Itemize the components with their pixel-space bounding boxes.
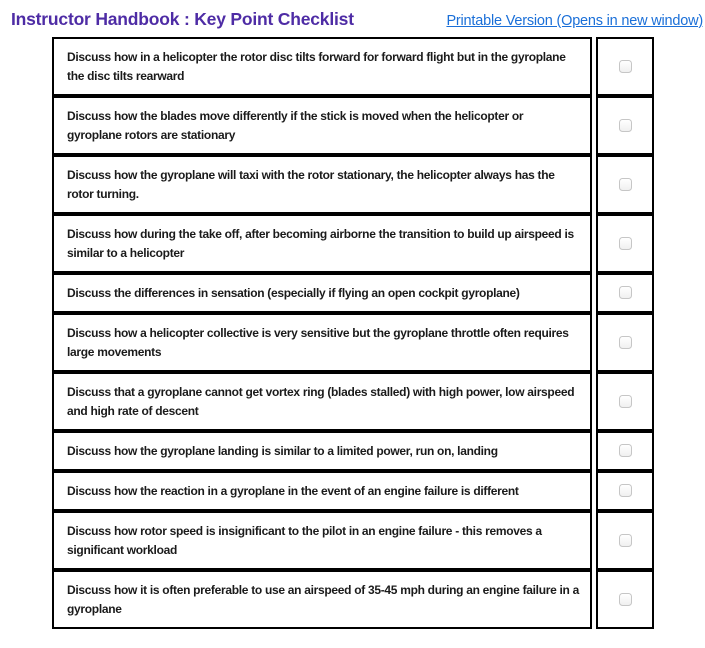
table-row [52,37,654,96]
table-row [52,471,654,511]
printable-version-link[interactable]: Printable Version (Opens in new window) [446,13,703,29]
checklist-checkbox-cell [596,155,654,214]
checklist-item-text: Discuss how in a helicopter the rotor disc tilts forward for forward flight but in the gyroplane the disc tilts rearward [52,37,592,96]
table-row [52,570,654,629]
item-checkbox[interactable] [619,237,632,250]
checklist-table [48,37,658,629]
item-checkbox[interactable] [619,395,632,408]
checklist-item-text: Discuss how a helicopter collective is very sensitive but the gyroplane throttle often requires large movements [52,313,592,372]
item-checkbox[interactable] [619,444,632,457]
checklist-checkbox-cell [596,570,654,629]
checklist-item-text: Discuss how during the take off, after becoming airborne the transition to build up airspeed is similar to a helicopter [52,214,592,273]
item-checkbox[interactable] [619,336,632,349]
table-row [52,214,654,273]
page-title: Instructor Handbook : Key Point Checklist [11,9,354,29]
checklist-checkbox-cell [596,511,654,570]
checklist-checkbox-cell [596,37,654,96]
table-row [52,372,654,431]
checklist-checkbox-cell [596,372,654,431]
item-checkbox[interactable] [619,178,632,191]
checklist-checkbox-cell [596,273,654,313]
table-row [52,313,654,372]
checklist-item-text: Discuss how rotor speed is insignificant to the pilot in an engine failure - this removes a significant workload [52,511,592,570]
checklist-checkbox-cell [596,96,654,155]
table-row [52,155,654,214]
checklist-item-text: Discuss how the reaction in a gyroplane in the event of an engine failure is different [52,471,592,511]
table-row [52,431,654,471]
checklist-item-text: Discuss how the gyroplane landing is similar to a limited power, run on, landing [52,431,592,471]
item-checkbox[interactable] [619,60,632,73]
table-row [52,96,654,155]
item-checkbox[interactable] [619,593,632,606]
item-checkbox[interactable] [619,534,632,547]
checklist-checkbox-cell [596,214,654,273]
checklist-item-text: Discuss that a gyroplane cannot get vortex ring (blades stalled) with high power, low airspeed and high rate of descent [52,372,592,431]
item-checkbox[interactable] [619,286,632,299]
item-checkbox[interactable] [619,484,632,497]
checklist-item-text: Discuss how the blades move differently if the stick is moved when the helicopter or gyroplane rotors are stationary [52,96,592,155]
checklist-body [52,37,654,629]
checklist-checkbox-cell [596,471,654,511]
item-checkbox[interactable] [619,119,632,132]
checklist-checkbox-cell [596,431,654,471]
page-header [0,0,705,30]
checklist-checkbox-cell [596,313,654,372]
checklist-item-text: Discuss how it is often preferable to use an airspeed of 35-45 mph during an engine failure in a gyroplane [52,570,592,629]
table-row [52,511,654,570]
table-row [52,273,654,313]
checklist-item-text: Discuss the differences in sensation (especially if flying an open cockpit gyroplane) [52,273,592,313]
checklist-item-text: Discuss how the gyroplane will taxi with the rotor stationary, the helicopter always has the rotor turning. [52,155,592,214]
